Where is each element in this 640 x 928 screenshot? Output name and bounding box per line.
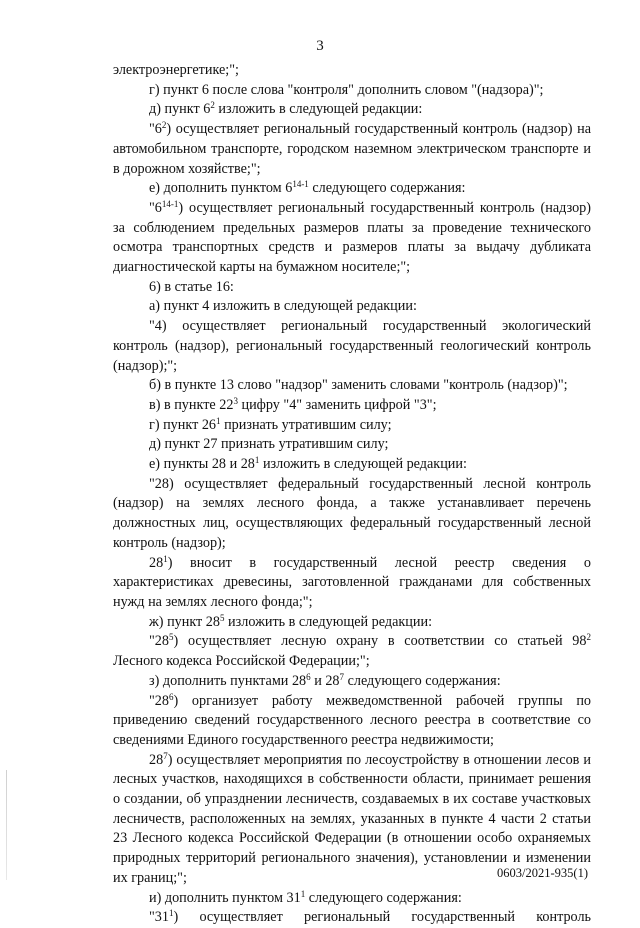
- paragraph: [113, 455, 591, 475]
- text-run: 28: [149, 554, 164, 571]
- superscript: 7: [339, 671, 345, 682]
- text-run: изложить в следующей редакции:: [259, 456, 467, 473]
- paragraph: [113, 396, 591, 416]
- text-run: г) пункт 26: [149, 416, 217, 433]
- paragraph: [113, 613, 591, 633]
- paragraph: [113, 554, 591, 613]
- text-run: "6: [149, 121, 162, 138]
- superscript: 6: [306, 671, 311, 682]
- text-run: следующего содержания:: [344, 672, 501, 689]
- text-run: е) пункты 28 и 28: [149, 456, 255, 473]
- superscript: 2: [161, 120, 167, 131]
- text-run: следующего содержания:: [305, 889, 462, 906]
- superscript: 14-1: [292, 179, 309, 190]
- text-run: е) дополнить пунктом 6: [149, 180, 293, 197]
- text-run: ж) пункт 28: [149, 613, 220, 630]
- text-run: ) вносит в государственный лесной реестр сведения о характеристиках древесины, заготовленной гражданами для собственных нужд на землях лесного фонда;";: [113, 554, 591, 610]
- text-run: цифру "4" заменить цифрой "3";: [237, 396, 437, 413]
- text-run: ) осуществляет региональный государственный контроль (надзор) за соблюдением предельных размеров платы за проведение технического осмотра транспортных средств и размеров платы за выдачу дубликата диагностической карты на бумажном носителе;";: [113, 199, 591, 276]
- document-code: 0603/2021-935(1): [497, 866, 588, 880]
- paragraph: [113, 376, 591, 396]
- superscript: 1: [254, 455, 260, 466]
- superscript: 6: [168, 691, 174, 702]
- text-run: следующего содержания:: [308, 180, 466, 197]
- superscript: 1: [216, 415, 221, 426]
- paragraph: [113, 317, 591, 376]
- text-run: Лесного кодекса Российской Федерации;";: [113, 653, 370, 670]
- text-run: ) осуществляет лесную охрану в соответствии со статьей 98: [173, 633, 587, 650]
- text-run: "4) осуществляет региональный государственный экологический контроль (надзор), региональный государственный геологический контроль (надзор);";: [113, 318, 591, 374]
- text-run: "28: [149, 633, 169, 650]
- text-run: и) дополнить пунктом 31: [149, 889, 301, 906]
- paragraph: [113, 908, 591, 928]
- paragraph: [113, 81, 591, 101]
- paragraph: [113, 416, 591, 436]
- paragraph: [113, 100, 591, 120]
- text-run: б) в пункте 13 слово "надзор" заменить словами "контроль (надзор)";: [149, 377, 568, 394]
- text-run: "28) осуществляет федеральный государственный лесной контроль (надзор) на землях лесного фонда, а также устанавливает перечень должностных лиц, осуществляющих федеральный государственный лесной контроль (надзор);: [113, 475, 591, 551]
- paragraph: [113, 278, 591, 298]
- text-run: "31: [149, 909, 169, 926]
- superscript: 14-1: [161, 198, 179, 209]
- paragraph: [113, 61, 591, 81]
- superscript: 2: [210, 100, 215, 111]
- superscript: 5: [220, 612, 225, 623]
- text-run: в) в пункте 22: [149, 396, 234, 413]
- scan-edge-mark: [6, 770, 7, 880]
- paragraph: [113, 297, 591, 317]
- paragraph: [113, 435, 591, 455]
- text-run: "28: [149, 692, 169, 709]
- text-run: 6) в статье 16:: [149, 278, 234, 295]
- text-run: "6: [149, 199, 162, 216]
- paragraph: [113, 632, 591, 671]
- text-run: д) пункт 27 признать утратившим силу;: [149, 436, 389, 453]
- text-run: з) дополнить пунктами 28: [149, 672, 307, 689]
- text-run: признать утратившим силу;: [220, 416, 392, 433]
- superscript: 3: [233, 395, 238, 406]
- paragraph: [113, 889, 591, 909]
- text-run: д) пункт 6: [149, 101, 211, 118]
- superscript: 7: [163, 750, 168, 761]
- text-run: ) осуществляет мероприятия по лесоустройству в отношении лесов и лесных участков, находящихся в собственности области, принимает решения о создании, об упразднении лесничеств, создаваемых в их составе участковых лесничеств, расположенных на землях, указанных в пункте 4 части 2 статьи 23 Лесного кодекса Российской Федерации (в отношении особо охраняемых природных территорий регионального значения), установлении и изменении их границ;";: [113, 751, 591, 886]
- text-run: 28: [149, 751, 164, 768]
- text-run: г) пункт 6 после слова "контроля" дополнить словом "(надзора)";: [149, 81, 544, 98]
- text-run: ) осуществляет региональный государственный контроль: [173, 909, 591, 926]
- superscript: 1: [300, 888, 306, 899]
- superscript: 1: [163, 553, 168, 564]
- paragraph: [113, 199, 591, 278]
- text-run: электроэнергетике;";: [113, 62, 239, 78]
- text-run: а) пункт 4 изложить в следующей редакции:: [149, 298, 417, 315]
- superscript: 5: [168, 632, 174, 643]
- superscript: 1: [168, 908, 174, 919]
- text-run: изложить в следующей редакции:: [214, 101, 423, 118]
- paragraph: [113, 475, 591, 554]
- paragraph: [113, 179, 591, 199]
- text-run: и 28: [310, 672, 340, 689]
- paragraph: [113, 672, 591, 692]
- paragraph: [113, 692, 591, 751]
- superscript: 2: [586, 632, 591, 643]
- text-run: изложить в следующей редакции:: [224, 613, 433, 630]
- text-run: ) осуществляет региональный государственный контроль (надзор) на автомобильном транспорте, городском наземном электрическом транспорте и в дорожном хозяйстве;";: [113, 121, 591, 177]
- document-body: [113, 61, 591, 928]
- page-number: 3: [316, 38, 324, 54]
- text-run: ) организует работу межведомственной рабочей группы по приведению сведений государственного лесного реестра в соответствие со сведениями Единого государственного реестра недвижимости;: [113, 692, 591, 748]
- paragraph: [113, 120, 591, 179]
